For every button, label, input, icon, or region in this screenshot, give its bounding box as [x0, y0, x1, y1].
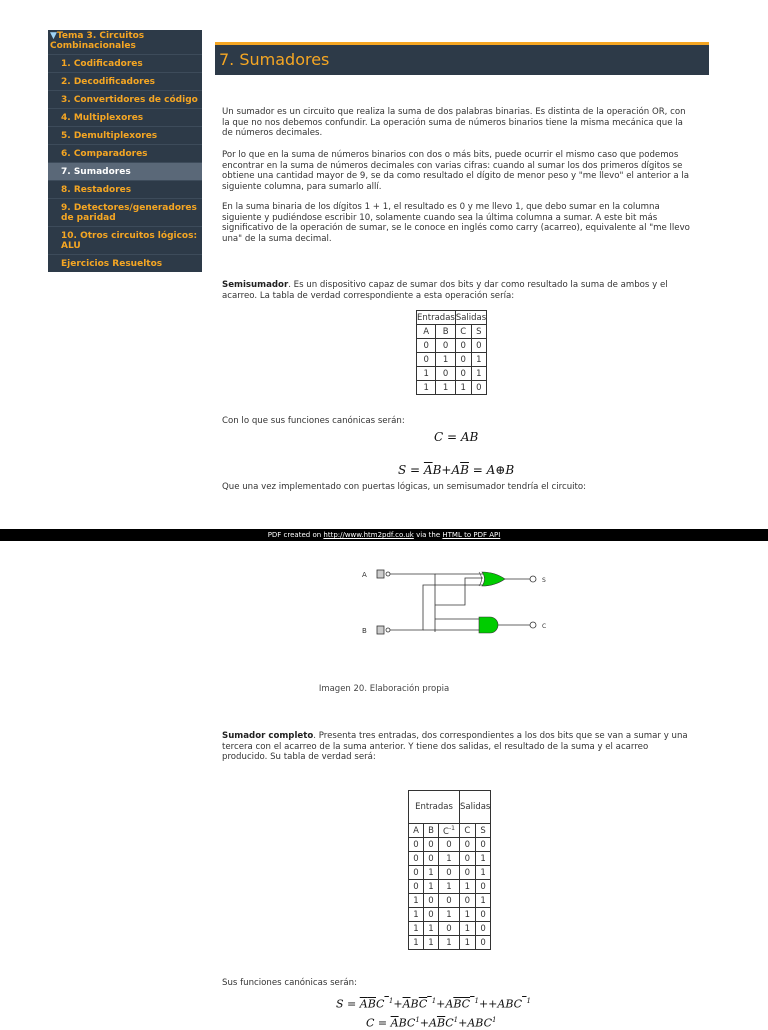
sidebar-item-8[interactable]: 8. Restadores: [48, 180, 202, 198]
full-table-cell: 1: [409, 936, 424, 950]
half-table-cell: 0: [417, 339, 436, 353]
input-a-label: A: [362, 571, 367, 579]
full-table-cell: 0: [475, 936, 491, 950]
full-table-cell: 0: [475, 922, 491, 936]
full-table-cell: 1: [409, 922, 424, 936]
half-table-cell: 1: [417, 381, 436, 395]
full-table-column-header-row: [409, 824, 491, 838]
full-table-cell: 0: [439, 866, 460, 880]
half-table-cell: 1: [471, 353, 487, 367]
xor-gate: [482, 572, 505, 586]
full-table-cell: 0: [460, 852, 476, 866]
full-table-cell: 1: [439, 880, 460, 894]
half-table-cell: 1: [436, 353, 455, 367]
intro-paragraph-1: Un sumador es un circuito que realiza la suma de dos palabras binarias. Es distinta de la operación OR, con la que no nos debemos confundir. La operación suma de números binarios tiene la misma mecánica que la de números decimales.: [222, 107, 686, 138]
full-table-column-header: S: [475, 824, 491, 838]
full-table-row: [409, 922, 491, 936]
full-table-cell: 1: [475, 852, 491, 866]
half-table-cell: 0: [471, 339, 487, 353]
full-table-row: [409, 866, 491, 880]
sidebar-heading[interactable]: ▼Tema 3. Circuitos Combinacionales: [50, 31, 145, 51]
full-table-column-header: B: [424, 824, 439, 838]
half-table-row: [417, 353, 487, 367]
sidebar-item-10[interactable]: 10. Otros circuitos lógicos: ALU: [48, 226, 202, 254]
full-table-cell: 1: [424, 922, 439, 936]
canonical-intro-2: Sus funciones canónicas serán:: [222, 978, 357, 988]
full-table-cell: 0: [424, 894, 439, 908]
full-adder-term: Sumador completo: [222, 731, 314, 741]
implementation-paragraph: Que una vez implementado con puertas lógicas, un semisumador tendría el circuito:: [222, 482, 587, 492]
and-gate: [479, 617, 498, 633]
full-carry-formula: $C = \overline{A}BC^1+A\overline{B}C^1+ABC^1$: [366, 1016, 497, 1030]
full-table-cell: 0: [409, 852, 424, 866]
half-table-column-header-row: [417, 325, 487, 339]
full-table-cell: 1: [439, 852, 460, 866]
page-title: 7. Sumadores: [219, 50, 330, 69]
half-table-column-header: A: [417, 325, 436, 339]
full-table-cell: 0: [409, 880, 424, 894]
full-table-cell: 0: [475, 908, 491, 922]
full-table-cell: 1: [439, 936, 460, 950]
half-table-cell: 0: [455, 367, 471, 381]
full-table-cell: 0: [424, 908, 439, 922]
input-b-label: B: [362, 627, 367, 635]
half-table-group-header-row: [417, 311, 487, 325]
sidebar-item-11[interactable]: Ejercicios Resueltos: [48, 254, 202, 272]
half-table-cell: 0: [417, 353, 436, 367]
html-to-pdf-api-link[interactable]: HTML to PDF API: [442, 531, 501, 539]
full-table-cell: 1: [460, 922, 476, 936]
half-adder-truth-table: [416, 310, 487, 395]
full-table-row: [409, 852, 491, 866]
sidebar-item-2[interactable]: 2. Decodificadores: [48, 72, 202, 90]
full-table-cell: 1: [460, 880, 476, 894]
full-table-cell: 0: [424, 852, 439, 866]
half-table-column-header: S: [471, 325, 487, 339]
full-table-row: [409, 894, 491, 908]
full-table-column-header: A: [409, 824, 424, 838]
full-sum-formula: $S = \overline{A}\overline{B}C$ $^1+\overline{A}B\overline{C}$ $^1+A\overline{BC}$ $^1$++ABC $^1$: [336, 997, 531, 1011]
image-caption: Imagen 20. Elaboración propia: [318, 684, 450, 694]
half-table-group-header: Entradas: [417, 312, 455, 323]
sidebar-item-7[interactable]: 7. Sumadores: [48, 162, 202, 180]
page-title-bar: [215, 42, 709, 75]
htm2pdf-link[interactable]: http://www.htm2pdf.co.uk: [323, 531, 414, 539]
intro-paragraph-2: Por lo que en la suma de números binarios con dos o más bits, puede ocurrir el mismo caso que podemos encontrar en la suma de números decimales con varias cifras: cuando al sumar los dos primeros dígitos se obtiene una cantidad mayor de 9, se da como resultado el dígito de menor peso y "me llevo" el anterior a la siguiente columna, para sumarlo allí.: [222, 150, 690, 192]
half-table-column-header: B: [436, 325, 455, 339]
full-table-cell: 1: [475, 894, 491, 908]
half-table-cell: 0: [436, 339, 455, 353]
half-table-column-header: C: [455, 325, 471, 339]
sidebar-item-4[interactable]: 4. Multiplexores: [48, 108, 202, 126]
full-table-group-header: Salidas: [460, 791, 491, 824]
carry-formula: C = AB: [434, 430, 479, 444]
semisumador-term: Semisumador: [222, 280, 289, 290]
full-table-cell: 1: [475, 866, 491, 880]
half-table-cell: 1: [455, 381, 471, 395]
full-table-cell: 0: [439, 922, 460, 936]
input-a-pin: [386, 572, 390, 576]
sidebar-item-9[interactable]: 9. Detectores/generadores de paridad: [48, 198, 202, 226]
full-table-cell: 1: [409, 894, 424, 908]
full-table-cell: 0: [460, 866, 476, 880]
full-table-cell: 0: [460, 894, 476, 908]
half-table-cell: 0: [455, 353, 471, 367]
full-table-cell: 1: [424, 866, 439, 880]
sidebar-items: [48, 54, 202, 272]
full-table-row: [409, 838, 491, 852]
full-table-column-header: C: [460, 824, 476, 838]
sidebar-item-3[interactable]: 3. Convertidores de código: [48, 90, 202, 108]
full-adder-truth-table: [408, 790, 491, 950]
half-table-cell: 0: [455, 339, 471, 353]
half-table-row: [417, 339, 487, 353]
full-table-cell: 0: [439, 838, 460, 852]
sidebar-item-6[interactable]: 6. Comparadores: [48, 144, 202, 162]
semisumador-paragraph: Semisumador. Es un dispositivo capaz de sumar dos bits y dar como resultado la suma de ambos y el acarreo. La tabla de verdad correspondiente a esta operación sería:: [222, 280, 668, 301]
full-table-cell: 1: [409, 908, 424, 922]
circuit-wires: [390, 574, 530, 632]
sidebar-item-5[interactable]: 5. Demultiplexores: [48, 126, 202, 144]
full-table-cell: 1: [460, 908, 476, 922]
half-adder-circuit: [355, 560, 565, 640]
half-table-cell: 1: [417, 367, 436, 381]
full-table-row: [409, 908, 491, 922]
full-table-cell: 1: [439, 908, 460, 922]
sum-formula: $S = \overline{A}B+A\overline{B}$ = A⊕B: [398, 463, 515, 477]
full-table-group-header-row: [409, 791, 491, 824]
input-a-switch[interactable]: [377, 570, 384, 578]
full-table-cell: 0: [409, 866, 424, 880]
output-s-pin: [530, 576, 536, 582]
full-table-cell: 1: [424, 936, 439, 950]
full-adder-paragraph: Sumador completo. Presenta tres entradas, dos correspondientes a los dos bits que se van a sumar y una tercera con el acarreo de la suma anterior. Y tiene dos salidas, el resultado de la suma y el acarreo producido. Su tabla de verdad será:: [222, 731, 688, 762]
half-table-cell: 1: [436, 381, 455, 395]
half-table-row: [417, 381, 487, 395]
full-table-cell: 0: [475, 838, 491, 852]
full-table-column-header: $C^{-1}$: [439, 824, 460, 838]
output-c-pin: [530, 622, 536, 628]
half-table-cell: 1: [471, 367, 487, 381]
canonical-intro-1: Con lo que sus funciones canónicas serán:: [222, 416, 405, 426]
full-table-cell: 0: [409, 838, 424, 852]
output-c-label: C: [542, 623, 547, 630]
full-table-cell: 1: [460, 936, 476, 950]
intro-paragraph-3: En la suma binaria de los dígitos 1 + 1, el resultado es 0 y me llevo 1, que debo sumar en la columna siguiente y pudiéndose escribir 10, solamente cuando sea la última columna a sumar. A este bit más significativo de la operación de sumar, se le conoce en inglés como carry (acarreo), equivalente al "me llevo una" de la suma decimal.: [222, 202, 690, 244]
input-b-pin: [386, 628, 390, 632]
full-table-row: [409, 936, 491, 950]
full-table-cell: 0: [439, 894, 460, 908]
half-table-group-header: Salidas: [455, 312, 487, 323]
collapse-triangle-icon[interactable]: ▼: [50, 31, 57, 41]
sidebar-item-1[interactable]: 1. Codificadores: [48, 54, 202, 72]
sidebar-nav: [48, 30, 202, 272]
half-table-row: [417, 367, 487, 381]
full-table-group-header: Entradas: [409, 791, 460, 824]
full-table-cell: 1: [424, 880, 439, 894]
pdf-footer-bar: PDF created on http://www.htm2pdf.co.uk via the HTML to PDF API: [0, 529, 768, 541]
half-table-cell: 0: [471, 381, 487, 395]
full-table-cell: 0: [424, 838, 439, 852]
input-b-switch[interactable]: [377, 626, 384, 634]
output-s-label: S: [542, 577, 546, 584]
full-table-row: [409, 880, 491, 894]
full-table-cell: 0: [460, 838, 476, 852]
full-table-cell: 0: [475, 880, 491, 894]
half-table-cell: 0: [436, 367, 455, 381]
